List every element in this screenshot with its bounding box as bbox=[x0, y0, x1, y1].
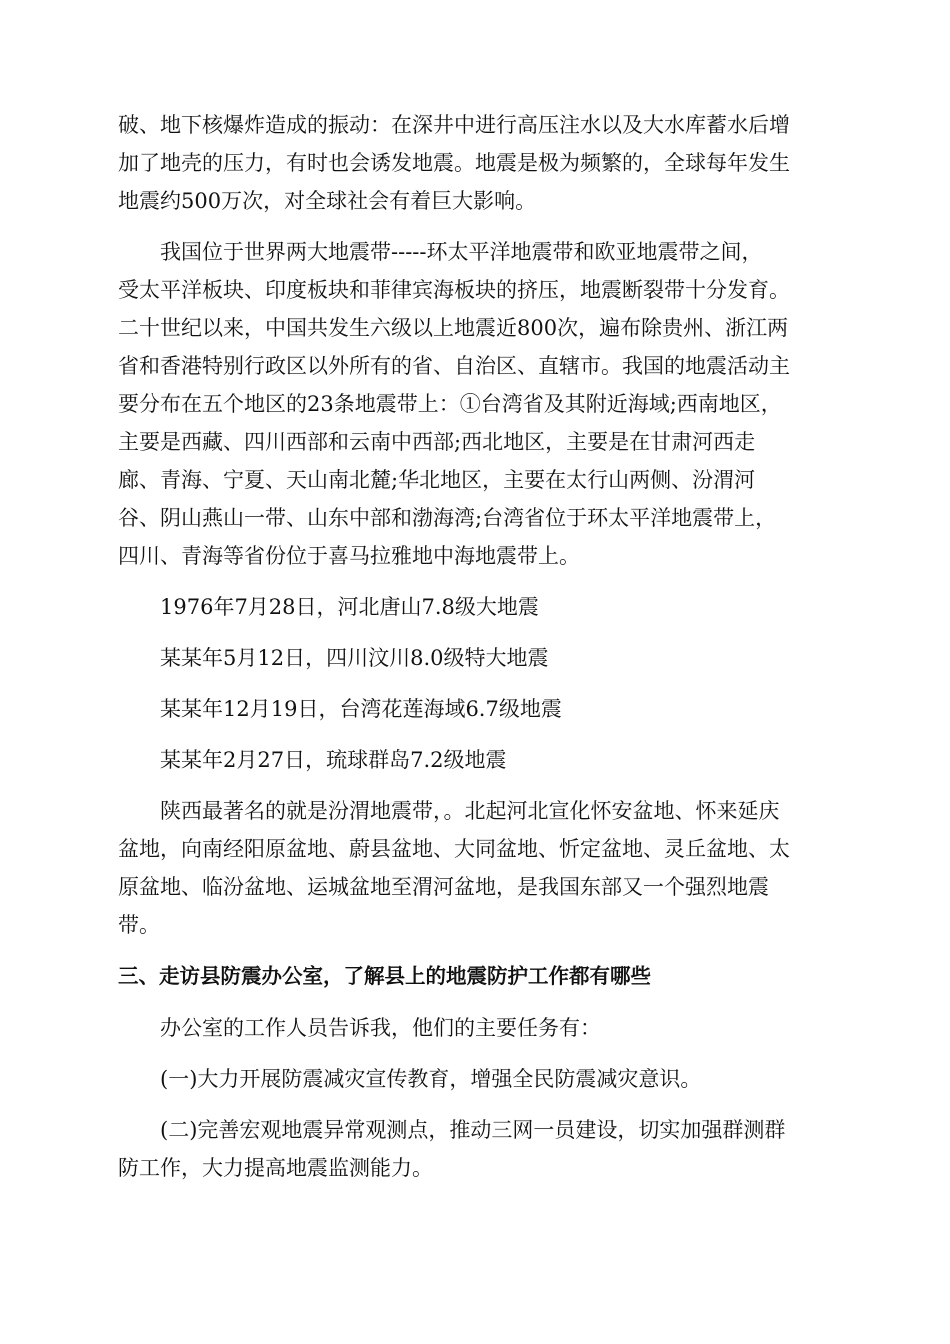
document-body bbox=[118, 106, 833, 1200]
paragraph-china-seismic-zones bbox=[118, 233, 833, 575]
office-intro: 办公室的工作人员告诉我，他们的主要任务有： bbox=[160, 1016, 601, 1040]
text-line: 受太平洋板块、印度板块和菲律宾海板块的挤压，地震断裂带十分发育。 bbox=[118, 278, 790, 302]
earthquake-list-item: 某某年5月12日，四川汶川8.0级特大地震 bbox=[160, 646, 549, 670]
text-line: 我国位于世界两大地震带-----环太平洋地震带和欧亚地震带之间， bbox=[160, 240, 763, 264]
text-line: 盆地，向南经阳原盆地、蔚县盆地、大同盆地、忻定盆地、灵丘盆地、太 bbox=[118, 837, 790, 861]
text-line: 主要是西藏、四川西部和云南中西部;西北地区，主要是在甘肃河西走 bbox=[118, 430, 756, 454]
text-line: 要分布在五个地区的23条地震带上：①台湾省及其附近海域;西南地区， bbox=[118, 392, 782, 416]
text-line: 省和香港特别行政区以外所有的省、自治区、直辖市。我国的地震活动主 bbox=[118, 354, 790, 378]
text-line: 原盆地、临汾盆地、运城盆地至渭河盆地，是我国东部又一个强烈地震 bbox=[118, 875, 769, 899]
text-line: 廊、青海、宁夏、天山南北麓;华北地区，主要在太行山两侧、汾渭河 bbox=[118, 468, 756, 492]
text-line: 谷、阴山燕山一带、山东中部和渤海湾;台湾省位于环太平洋地震带上， bbox=[118, 506, 777, 530]
text-line: 加了地壳的压力，有时也会诱发地震。地震是极为频繁的，全球每年发生 bbox=[118, 151, 790, 175]
paragraph-induced-earthquakes bbox=[118, 106, 833, 220]
text-line: 破、地下核爆炸造成的振动：在深井中进行高压注水以及大水库蓄水后增 bbox=[118, 113, 790, 137]
text-line: 带。 bbox=[118, 913, 160, 937]
task-item bbox=[118, 1111, 833, 1187]
text-line: 四川、青海等省份位于喜马拉雅地中海地震带上。 bbox=[118, 544, 580, 568]
text-line: 陕西最著名的就是汾渭地震带，。北起河北宣化怀安盆地、怀来延庆 bbox=[160, 799, 780, 823]
section-heading: 三、走访县防震办公室，了解县上的地震防护工作都有哪些 bbox=[118, 964, 651, 988]
paragraph-fenwei-zone bbox=[118, 792, 833, 944]
earthquake-list-item: 1976年7月28日，河北唐山7.8级大地震 bbox=[160, 595, 539, 619]
text-line: 地震约500万次，对全球社会有着巨大影响。 bbox=[118, 189, 537, 213]
earthquake-list-item: 某某年12月19日，台湾花莲海域6.7级地震 bbox=[160, 697, 562, 721]
earthquake-list-item: 某某年2月27日，琉球群岛7.2级地震 bbox=[160, 748, 507, 772]
task-item: (一)大力开展防震减灾宣传教育，增强全民防震减灾意识。 bbox=[160, 1067, 702, 1091]
text-line: 二十世纪以来，中国共发生六级以上地震近800次，遍布除贵州、浙江两 bbox=[118, 316, 789, 340]
text-line: (二)完善宏观地震异常观测点，推动三网一员建设，切实加强群测群 bbox=[160, 1118, 786, 1142]
text-line: 防工作，大力提高地震监测能力。 bbox=[118, 1156, 433, 1180]
